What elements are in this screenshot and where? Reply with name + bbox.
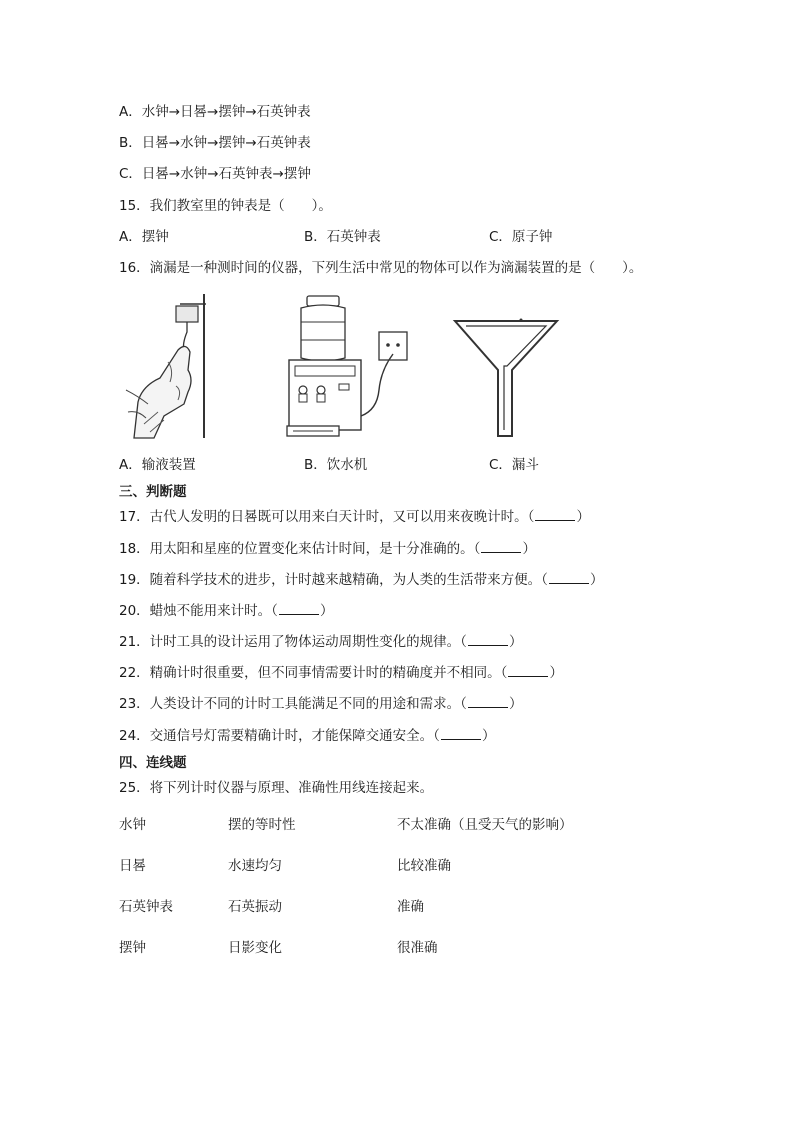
q21 <box>119 633 522 651</box>
q20-answer-blank[interactable] <box>279 602 319 615</box>
water-dispenser-figure <box>283 294 421 442</box>
q24-close: ） <box>481 728 496 744</box>
q22-answer-blank[interactable] <box>508 664 548 677</box>
q20-close: ） <box>319 603 334 619</box>
q20 <box>119 602 333 620</box>
principle-3[interactable]: 石英振动 <box>228 899 282 915</box>
q25-stem: 25．将下列计时仪器与原理、准确性用线连接起来。 <box>119 780 434 796</box>
accuracy-1[interactable]: 不太准确（且受天气的影响） <box>397 817 573 833</box>
iv-drip-figure <box>124 292 214 440</box>
q18-text: 18．用太阳和星座的位置变化来估计时间，是十分准确的。（ <box>119 541 481 557</box>
accuracy-2[interactable]: 比较准确 <box>397 858 451 874</box>
principle-4[interactable]: 日影变化 <box>228 940 282 956</box>
q17-close: ） <box>576 509 590 525</box>
instrument-1[interactable]: 水钟 <box>119 817 146 833</box>
q17 <box>119 508 590 526</box>
principle-2[interactable]: 水速均匀 <box>228 858 282 874</box>
funnel-figure <box>452 318 562 440</box>
q14-option-a: A．水钟→日晷→摆钟→石英钟表 <box>119 104 311 120</box>
q16-option-c: C．漏斗 <box>489 457 539 473</box>
q22-close: ） <box>549 665 563 681</box>
q19-close: ） <box>589 572 604 588</box>
q18-answer-blank[interactable] <box>481 540 521 553</box>
q16-option-b: B．饮水机 <box>304 457 368 473</box>
instrument-4[interactable]: 摆钟 <box>119 940 146 956</box>
q15-stem: 15．我们教室里的钟表是（ ）。 <box>119 198 332 214</box>
q21-answer-blank[interactable] <box>468 633 508 646</box>
accuracy-3[interactable]: 准确 <box>397 899 424 915</box>
q14-option-c: C．日晷→水钟→石英钟表→摆钟 <box>119 166 311 182</box>
q20-text: 20．蜡烛不能用来计时。（ <box>119 603 278 619</box>
q21-close: ） <box>508 634 523 650</box>
q14-option-b: B．日晷→水钟→摆钟→石英钟表 <box>119 135 311 151</box>
accuracy-4[interactable]: 很准确 <box>397 940 438 956</box>
q18-close: ） <box>522 541 536 557</box>
q16-stem: 16．滴漏是一种测时间的仪器，下列生活中常见的物体可以作为滴漏装置的是（ ）。 <box>119 260 643 276</box>
q15-option-a: A．摆钟 <box>119 229 169 245</box>
q18 <box>119 540 536 558</box>
q23-answer-blank[interactable] <box>468 695 508 708</box>
q24-text: 24．交通信号灯需要精确计时，才能保障交通安全。（ <box>119 728 440 744</box>
instrument-2[interactable]: 日晷 <box>119 858 146 874</box>
section-3-title: 三、判断题 <box>119 484 187 500</box>
principle-1[interactable]: 摆的等时性 <box>228 817 296 833</box>
q17-text: 17．古代人发明的日晷既可以用来白天计时，又可以用来夜晚计时。（ <box>119 509 535 525</box>
q24 <box>119 727 495 745</box>
q19-text: 19．随着科学技术的进步，计时越来越精确，为人类的生活带来方便。（ <box>119 572 548 588</box>
q16-option-a: A．输液装置 <box>119 457 196 473</box>
q23 <box>119 695 522 713</box>
q19 <box>119 571 603 589</box>
q23-close: ） <box>508 696 523 712</box>
q21-text: 21．计时工具的设计运用了物体运动周期性变化的规律。（ <box>119 634 467 650</box>
q22 <box>119 664 563 682</box>
q22-text: 22．精确计时很重要，但不同事情需要计时的精确度并不相同。（ <box>119 665 508 681</box>
q23-text: 23．人类设计不同的计时工具能满足不同的用途和需求。（ <box>119 696 467 712</box>
q19-answer-blank[interactable] <box>549 571 589 584</box>
q15-option-b: B．石英钟表 <box>304 229 381 245</box>
q17-answer-blank[interactable] <box>535 508 575 521</box>
q24-answer-blank[interactable] <box>441 727 481 740</box>
section-4-title: 四、连线题 <box>119 755 187 771</box>
q15-option-c: C．原子钟 <box>489 229 553 245</box>
instrument-3[interactable]: 石英钟表 <box>119 899 173 915</box>
